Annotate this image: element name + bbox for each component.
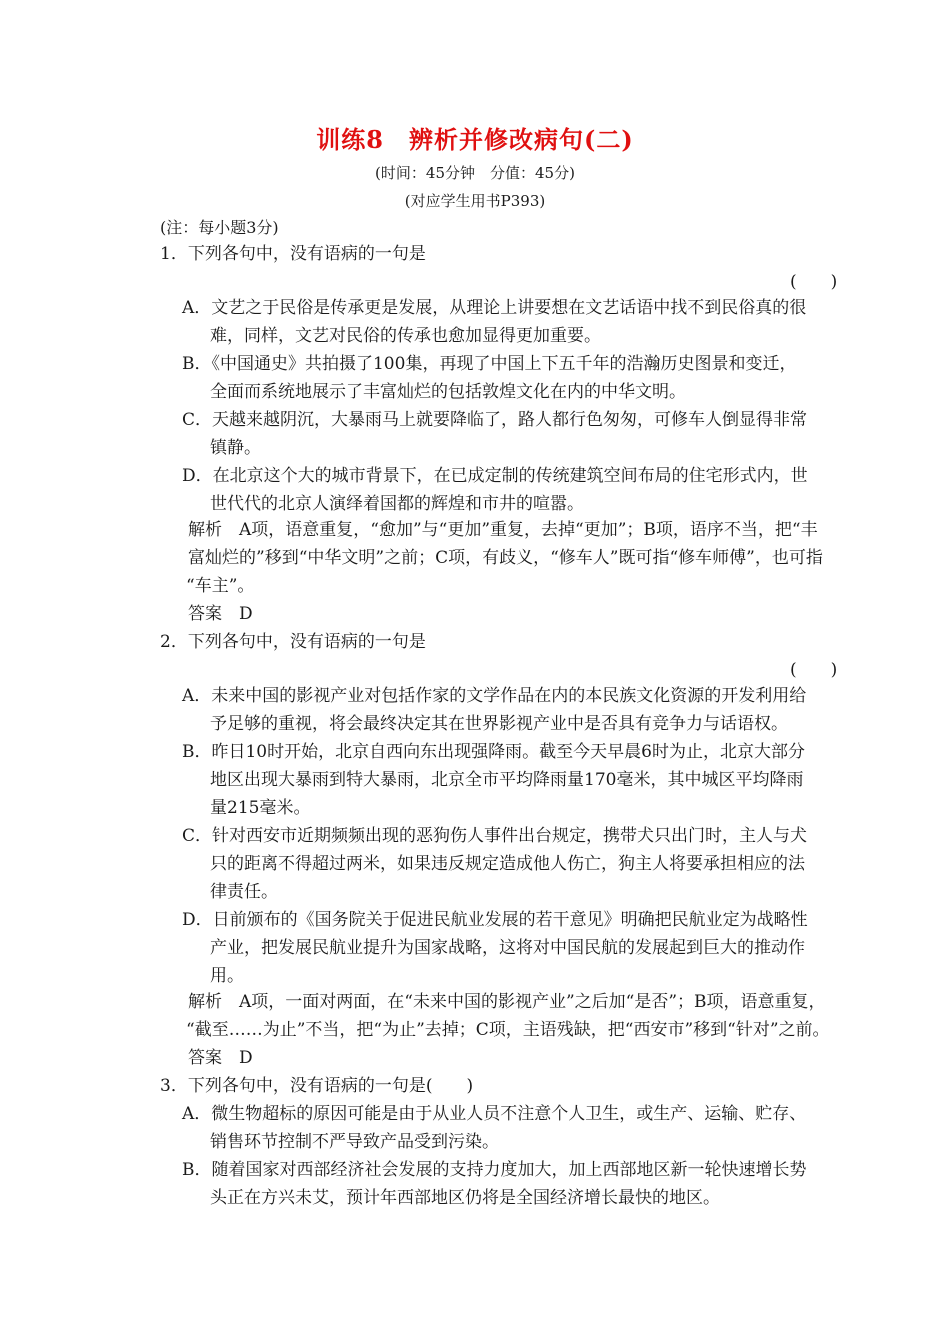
analysis-line-2: 富灿烂的”移到“中华文明”之前；C项，有歧义，“修车人”既可指“修车师傅”，也可指 — [188, 548, 823, 568]
time-info: (时间：45分钟 分值：45分) — [375, 164, 575, 182]
answer-blank: ( ) — [790, 272, 838, 292]
option-b-line-3: 量215毫米。 — [210, 798, 311, 818]
option-b-line-1: B．随着国家对西部经济社会发展的支持力度加大，加上西部地区新一轮快速增长势 — [182, 1160, 807, 1180]
answer-blank: ( ) — [790, 660, 838, 680]
option-a-line-1: A．微生物超标的原因可能是由于从业人员不注意个人卫生，或生产、运输、贮存、 — [182, 1104, 807, 1124]
option-c-line-1: C．针对西安市近期频频出现的恶狗伤人事件出台规定，携带犬只出门时，主人与犬 — [182, 826, 808, 846]
book-reference: (对应学生用书P393) — [404, 192, 546, 210]
option-a-line-1: A．文艺之于民俗是传承更是发展，从理论上讲要想在文艺话语中找不到民俗真的很 — [182, 298, 807, 318]
option-b-line-2: 地区出现大暴雨到特大暴雨，北京全市平均降雨量170毫米，其中城区平均降雨 — [210, 770, 804, 790]
question-1-stem: 1．下列各句中，没有语病的一句是 — [160, 244, 426, 264]
option-d-line-1: D．日前颁布的《国务院关于促进民航业发展的若干意见》明确把民航业定为战略性 — [182, 910, 808, 930]
option-d-line-3: 用。 — [210, 966, 244, 986]
option-c-line-1: C．天越来越阴沉，大暴雨马上就要降临了，路人都行色匆匆，可修车人倒显得非常 — [182, 410, 808, 430]
note: (注：每小题3分) — [160, 218, 279, 237]
option-b-line-1: B．《中国通史》共拍摄了100集，再现了中国上下五千年的浩瀚历史图景和变迁， — [182, 354, 797, 374]
option-b-line-2: 头正在方兴未艾，预计年西部地区仍将是全国经济增长最快的地区。 — [210, 1188, 720, 1208]
option-a-line-2: 难，同样，文艺对民俗的传承也愈加显得更加重要。 — [210, 326, 601, 346]
analysis-line-2: “截至……为止”不当，把“为止”去掉；C项，主语残缺，把“西安市”移到“针对”之前。 — [186, 1020, 830, 1040]
question-3-stem: 3．下列各句中，没有语病的一句是( ) — [160, 1076, 474, 1096]
analysis-line-1: 解析 A项，语意重复，“愈加”与“更加”重复，去掉“更加”；B项，语序不当，把“丰 — [188, 520, 818, 540]
option-c-line-3: 律责任。 — [210, 882, 278, 902]
option-c-line-2: 镇静。 — [210, 438, 261, 458]
option-c-line-2: 只的距离不得超过两米，如果违反规定造成他人伤亡，狗主人将要承担相应的法 — [210, 854, 805, 874]
answer: 答案 D — [188, 604, 253, 624]
option-d-line-1: D．在北京这个大的城市背景下，在已成定制的传统建筑空间布局的住宅形式内，世 — [182, 466, 808, 486]
option-a-line-1: A．未来中国的影视产业对包括作家的文学作品在内的本民族文化资源的开发利用给 — [182, 686, 807, 706]
option-b-line-2: 全面而系统地展示了丰富灿烂的包括敦煌文化在内的中华文明。 — [210, 382, 686, 402]
answer: 答案 D — [188, 1048, 253, 1068]
analysis-line-1: 解析 A项，一面对两面，在“未来中国的影视产业”之后加“是否”；B项，语意重复， — [188, 992, 826, 1012]
option-b-line-1: B．昨日10时开始，北京自西向东出现强降雨。截至今天早晨6时为止，北京大部分 — [182, 742, 805, 762]
page-title: 训练8 辨析并修改病句(二) — [316, 125, 634, 154]
option-d-line-2: 世代代的北京人演绎着国都的辉煌和市井的喧嚣。 — [210, 494, 584, 514]
option-a-line-2: 予足够的重视，将会最终决定其在世界影视产业中是否具有竞争力与话语权。 — [210, 714, 788, 734]
option-d-line-2: 产业，把发展民航业提升为国家战略，这将对中国民航的发展起到巨大的推动作 — [210, 938, 805, 958]
option-a-line-2: 销售环节控制不严导致产品受到污染。 — [210, 1132, 499, 1152]
analysis-line-3: “车主”。 — [186, 576, 255, 596]
question-2-stem: 2．下列各句中，没有语病的一句是 — [160, 632, 426, 652]
